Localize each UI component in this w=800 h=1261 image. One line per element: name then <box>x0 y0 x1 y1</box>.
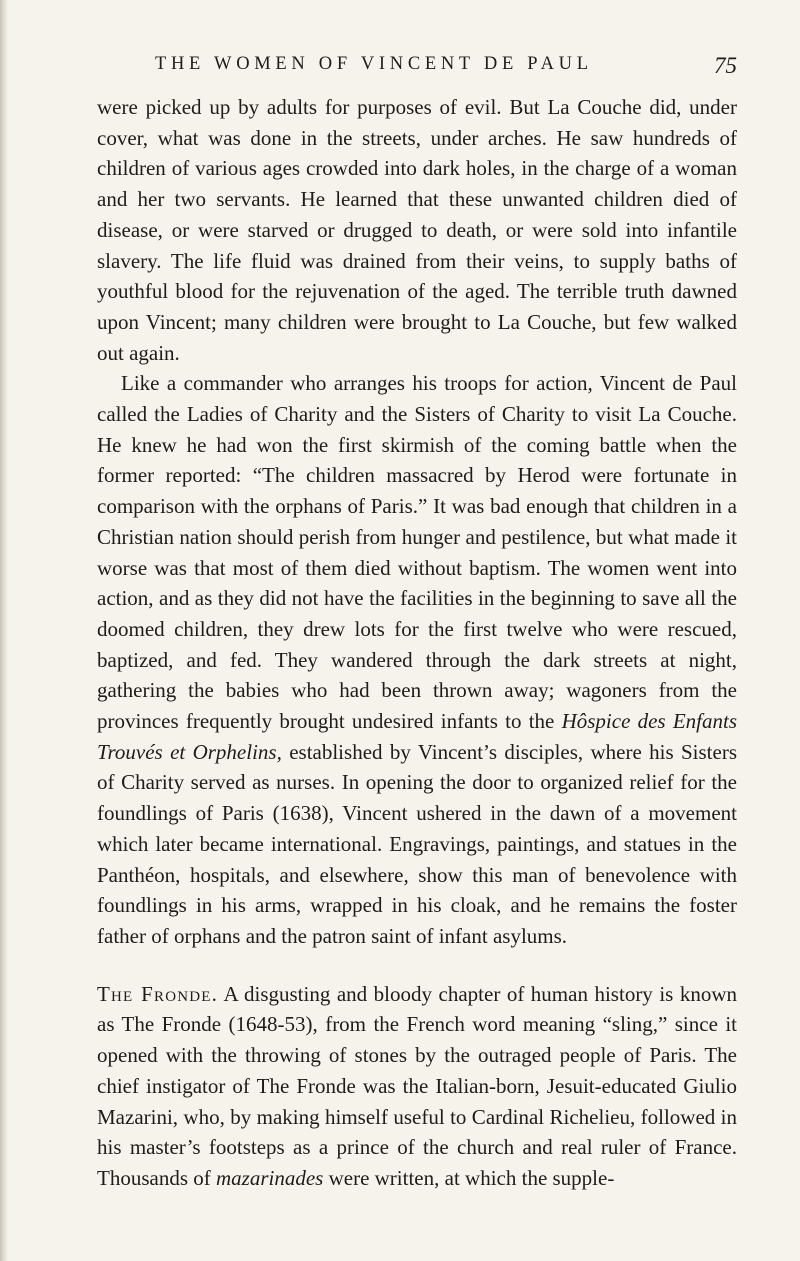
page-number: 75 <box>714 53 737 78</box>
paragraph-2 <box>97 368 737 951</box>
book-spine-shadow <box>0 0 8 1261</box>
hospice-name: Hôspice des Enfants Trouvés et Orphelins, <box>97 709 737 764</box>
paragraph-3-text-b: were written, at which the supple- <box>328 1165 615 1190</box>
mazarinades-word: mazarinades <box>216 1165 324 1190</box>
running-title: THE WOMEN OF VINCENT DE PAUL <box>155 54 593 74</box>
book-page <box>97 44 737 1194</box>
section-heading-fronde: The Fronde. <box>97 981 219 1006</box>
paragraph-3 <box>97 979 737 1194</box>
paragraph-2-text-a: Like a commander who arranges his troops for action, Vincent de Paul called the Ladies of Charity and the Sisters of Charity to visit La Couche. He knew he had won the first skirmish of the coming battle when the former reported: “The children massacred by Herod were fortunate in comparison with the orphans of Paris.” It was bad enough that children in a Christian nation should perish from hunger and pestilence, but what made it worse was that most of them died without baptism. The women went into action, and as they did not have the facilities in the beginning to save all the doomed children, they drew lots for the first twelve who were rescued, baptized, and fed. They wandered through the dark streets at night, gathering the babies who had been thrown away; wagoners from the provinces frequently brought undesired infants to the <box>97 371 737 734</box>
paragraph-3-text-a: A disgusting and bloody chapter of human history is known as The Fronde (1648-53), from the French word meaning “sling,” since it opened with the throwing of stones by the outraged people of Paris. The chief instigator of The Fronde was the Italian-born, Jesuit-educated Giulio Mazarini, who, by making himself useful to Cardinal Richelieu, followed in his master’s footsteps as a prince of the church and real ruler of France. Thousands of <box>97 981 737 1190</box>
paragraph-1 <box>97 92 737 368</box>
running-head <box>97 44 737 84</box>
paragraph-1-text: were picked up by adults for purposes of evil. But La Couche did, under cover, what was done in the streets, under arches. He saw hundreds of children of various ages crowded into dark holes, in the charge of a woman and her two servants. He learned that these unwanted children died of disease, or were starved or drugged to death, or were sold into infantile slavery. The life fluid was drained from their veins, to supply baths of youthful blood for the rejuvenation of the aged. The terrible truth dawned upon Vincent; many children were brought to La Couche, but few walked out again. <box>97 95 737 365</box>
paragraph-2-text-b: established by Vincent’s disciples, where his Sisters of Charity served as nurses. In opening the door to organized relief for the foundlings of Paris (1638), Vincent ushered in the dawn of a movement which later became international. Engravings, paintings, and statues in the Panthéon, hospitals, and elsewhere, show this man of benevolence with foundlings in his arms, wrapped in his cloak, and he remains the foster father of orphans and the patron saint of infant asylums. <box>97 739 738 948</box>
